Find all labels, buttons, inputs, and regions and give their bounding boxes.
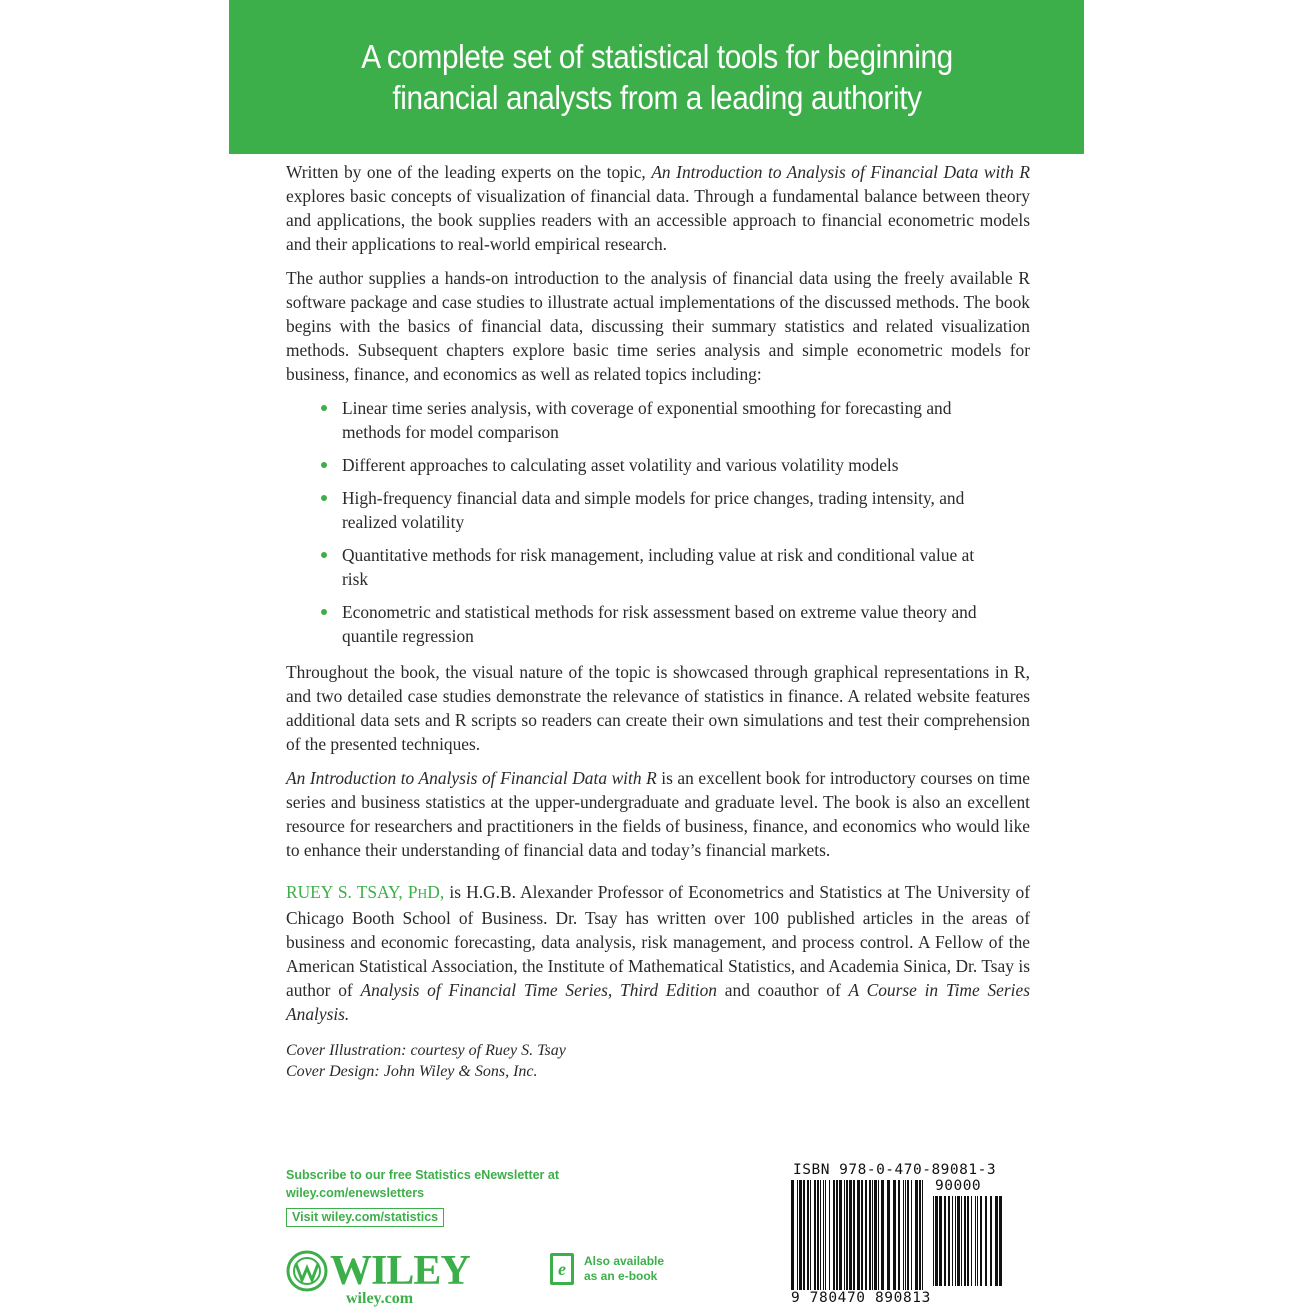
book-title: An Introduction to Analysis of Financial Data with R <box>286 768 657 788</box>
wiley-wordmark: WILEY <box>330 1248 470 1294</box>
ebook-icon <box>549 1252 575 1286</box>
wiley-logo <box>286 1248 470 1310</box>
design-credit: Cover Design: John Wiley & Sons, Inc. <box>286 1063 538 1080</box>
isbn-barcode-bars <box>791 1180 927 1306</box>
topics-list <box>286 396 1030 648</box>
barcode-bar <box>825 1180 826 1306</box>
barcode-bar <box>814 1180 816 1306</box>
barcode <box>789 1160 1029 1310</box>
barcode-bar <box>944 1196 946 1286</box>
bullet-icon <box>321 405 327 411</box>
list-item: High-frequency financial data and simple models for price changes, trading intensity, and realized volatility <box>286 486 1030 534</box>
list-item: Different approaches to calculating asset volatility and various volatility models <box>286 453 1030 477</box>
paragraph-audience: An Introduction to Analysis of Financial Data with R is an excellent book for introductory courses on time series and business statistics at the upper-undergraduate and graduate level. The book is also an excellent resource for researchers and practitioners in the fields of business, finance, and economics who would like to enhance their understanding of financial data and today’s financial markets. <box>286 768 1030 860</box>
barcode-bar <box>829 1180 830 1306</box>
barcode-bar <box>874 1180 877 1306</box>
barcode-bar <box>820 1180 821 1306</box>
barcode-bar <box>878 1180 879 1306</box>
barcode-bar <box>977 1196 978 1286</box>
newsletter-link[interactable]: wiley.com/enewsletters <box>286 1186 425 1200</box>
barcode-bar <box>833 1180 835 1306</box>
price-barcode-bars <box>933 1196 1005 1286</box>
barcode-bar <box>846 1180 848 1306</box>
barcode-bar <box>803 1180 805 1306</box>
barcode-bar <box>807 1180 809 1306</box>
barcode-bar <box>853 1180 855 1306</box>
newsletter-block <box>286 1166 559 1227</box>
barcode-bar <box>905 1180 906 1306</box>
barcode-bar <box>839 1180 842 1306</box>
cover-credits <box>286 1040 1030 1082</box>
barcode-bar <box>911 1180 912 1306</box>
bullet-icon <box>321 495 327 501</box>
visit-link[interactable]: Visit wiley.com/statistics <box>286 1208 444 1227</box>
isbn-number: ISBN 978-0-470-89081-3 <box>793 1162 997 1178</box>
list-item: Linear time series analysis, with coverage of exponential smoothing for forecasting and methods for model comparison <box>286 396 1030 444</box>
barcode-bar <box>955 1196 956 1286</box>
barcode-bar <box>817 1180 819 1306</box>
barcode-bar <box>849 1180 852 1306</box>
barcode-bar <box>967 1196 969 1286</box>
barcode-bar <box>915 1180 918 1306</box>
barcode-bar <box>861 1180 863 1306</box>
barcode-bar <box>898 1180 900 1306</box>
barcode-bar <box>933 1196 934 1286</box>
barcode-bar <box>985 1196 987 1286</box>
barcode-bar <box>881 1180 884 1306</box>
barcode-bar <box>948 1196 950 1286</box>
barcode-bar <box>935 1196 938 1286</box>
ebook-text: Also available as an e-book <box>584 1254 665 1283</box>
barcode-bar <box>971 1196 972 1286</box>
book-title: An Introduction to Analysis of Financial Data with R <box>651 162 1030 182</box>
wiley-emblem-icon <box>286 1250 328 1292</box>
barcode-bar <box>990 1196 992 1286</box>
barcode-bar <box>952 1196 953 1286</box>
barcode-bar <box>887 1180 890 1306</box>
barcode-bar <box>836 1180 838 1306</box>
bullet-icon <box>321 462 327 468</box>
paragraph-visual: Throughout the book, the visual nature of the topic is showcased through graphical representations in R, and two detailed case studies demonstrate the relevance of statistics in finance. A related website features additional data sets and R scripts so readers can create their own simulations and test their comprehension of the presented techniques. <box>286 662 1030 754</box>
bullet-icon <box>321 552 327 558</box>
banner-title: A complete set of statistical tools for beginning financial analysts from a leading authority <box>360 38 953 116</box>
barcode-bar <box>810 1180 811 1306</box>
barcode-bar <box>823 1180 824 1306</box>
barcode-bar <box>893 1180 896 1306</box>
barcode-bar <box>922 1180 923 1306</box>
barcode-bar <box>964 1196 966 1286</box>
barcode-bar <box>995 1196 998 1286</box>
description <box>286 160 1030 1082</box>
barcode-bar <box>844 1180 845 1306</box>
barcode-bar <box>980 1196 982 1286</box>
barcode-bar <box>957 1196 960 1286</box>
barcode-digits: 9 780470 890813 <box>791 1290 931 1306</box>
barcode-bar <box>939 1196 942 1286</box>
barcode-bar <box>799 1180 802 1306</box>
author-bio: RUEY S. TSAY, PHD, is H.G.B. Alexander Professor of Econometrics and Statistics at The University of Chicago Booth School of Business. Dr. Tsay has written over 100 published articles in the areas of business and economic forecasting, data analysis, risk management, and process control. A Fellow of the American Statistical Association, the Institute of Mathematical Statistics, and Academia Sinica, Dr. Tsay is author of Analysis of Financial Time Series, Third Edition and coauthor of A Course in Time Series Analysis. <box>286 882 1030 1024</box>
price-code: 90000 <box>935 1178 982 1194</box>
barcode-bar <box>999 1196 1002 1286</box>
barcode-bar <box>907 1180 909 1306</box>
barcode-bar <box>919 1180 921 1306</box>
barcode-bar <box>903 1180 904 1306</box>
wiley-url[interactable]: wiley.com <box>346 1290 414 1307</box>
svg-text:e: e <box>558 1259 566 1279</box>
paragraph-intro: Written by one of the leading experts on the topic, An Introduction to Analysis of Financial Data with R explores basic concepts of visualization of financial data. Through a fundamental balance between theory and applications, the book supplies readers with an accessible approach to financial econometric models and their applications to real-world empirical research. <box>286 162 1030 254</box>
barcode-bar <box>865 1180 867 1306</box>
illustration-credit: Cover Illustration: courtesy of Ruey S. Tsay <box>286 1042 566 1059</box>
back-cover <box>229 0 1084 1313</box>
newsletter-text: Subscribe to our free Statistics eNewsletter at <box>286 1168 560 1182</box>
paragraph-overview: The author supplies a hands-on introduction to the analysis of financial data using the freely available R software package and case studies to illustrate actual implementations of the discussed methods. The book begins with the basics of financial data, discussing their summary statistics and related visualization methods. Subsequent chapters explore basic time series analysis and simple econometric models for business, finance, and economics as well as related topics including: <box>286 268 1030 384</box>
barcode-bar <box>961 1196 962 1286</box>
barcode-bar <box>857 1180 860 1306</box>
barcode-bar <box>872 1180 873 1306</box>
green-banner <box>229 0 1084 154</box>
barcode-bar <box>975 1196 976 1286</box>
barcode-bar <box>791 1180 794 1306</box>
ebook-badge <box>549 1252 689 1288</box>
list-item: Quantitative methods for risk management, including value at risk and conditional value at risk <box>286 543 1030 591</box>
author-name: RUEY S. TSAY, PHD, <box>286 882 445 902</box>
list-item: Econometric and statistical methods for risk assessment based on extreme value theory and quantile regression <box>286 600 1030 648</box>
barcode-bar <box>797 1180 798 1306</box>
barcode-bar <box>869 1180 871 1306</box>
bullet-icon <box>321 609 327 615</box>
